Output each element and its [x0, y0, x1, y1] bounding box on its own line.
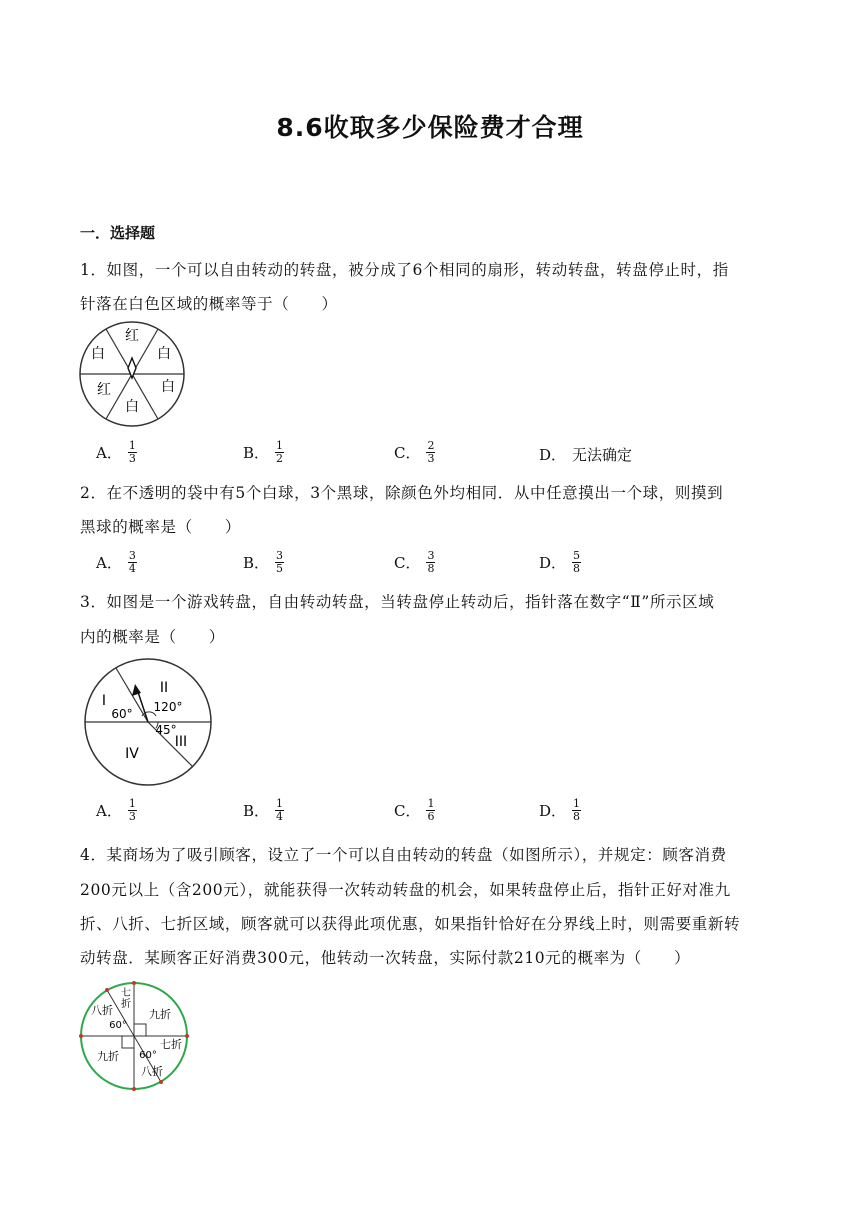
q1-sector-label: 红: [125, 328, 139, 344]
numerator: 1: [276, 797, 284, 810]
fraction: [275, 550, 284, 575]
q4-angle-label: 60°: [109, 1020, 127, 1031]
fraction: [128, 798, 137, 823]
option-letter: A．: [96, 802, 122, 820]
q4-label-part: 折: [121, 999, 131, 1010]
q1-text-line-1: 1．如图，一个可以自由转动的转盘，被分成了6个相同的扇形，转动转盘，转盘停止时，指: [80, 261, 729, 279]
q4-text-line-3: 折、八折、七折区域，顾客就可以获得此项优惠，如果指针恰好在分界线上时，则需要重新转: [80, 915, 741, 933]
q1-option-c[interactable]: [394, 440, 435, 465]
option-letter: B．: [243, 444, 270, 462]
q3-option-c[interactable]: [394, 798, 435, 823]
q2-option-d[interactable]: [539, 550, 581, 575]
q4-text-line-4: 动转盘．某顾客正好消费300元，他转动一次转盘，实际付款210元的概率为（ ）: [80, 949, 691, 967]
fraction: [572, 550, 581, 575]
numerator: 3: [427, 549, 435, 562]
numerator: 1: [573, 797, 581, 810]
fraction: [275, 798, 284, 823]
q3-angle-label: 120°: [153, 700, 183, 714]
numerator: 1: [276, 439, 284, 452]
q1-option-b[interactable]: [243, 440, 284, 465]
option-letter: B．: [243, 554, 270, 572]
q4-sector-label: [121, 986, 131, 1010]
q3-option-b[interactable]: [243, 798, 284, 823]
q3-text-line-2: 内的概率是（ ）: [80, 628, 225, 646]
q4-text-line-2: 200元以上（含200元），就能获得一次转动转盘的机会，如果转盘停止后，指针正好对准九: [80, 881, 731, 899]
q3-angle-label: 45°: [155, 723, 177, 737]
q2-option-c[interactable]: [394, 550, 435, 575]
option-letter: D．: [539, 554, 567, 572]
q4-sector-label: 八折: [141, 1065, 163, 1078]
q4-sector-label: 八折: [91, 1004, 113, 1017]
denominator: 3: [128, 452, 136, 465]
q1-option-d[interactable]: [539, 444, 632, 465]
denominator: 8: [573, 562, 581, 575]
option-text: 无法确定: [572, 446, 633, 464]
denominator: 2: [276, 452, 284, 465]
q3-region-label: IV: [125, 746, 139, 762]
fraction: [572, 798, 581, 823]
q4-text-line-1: 4．某商场为了吸引顾客，设立了一个可以自由转动的转盘（如图所示），并规定：顾客消费: [80, 846, 727, 864]
option-letter: A．: [96, 444, 122, 462]
q3-spinner-figure: [78, 656, 220, 788]
q4-sector-label: 九折: [97, 1050, 119, 1063]
q1-sector-label: 红: [97, 382, 111, 398]
numerator: 5: [573, 549, 581, 562]
q1-sector-label: 白: [125, 399, 139, 415]
q2-option-b[interactable]: [243, 550, 284, 575]
option-letter: D．: [539, 802, 567, 820]
q3-option-a[interactable]: [96, 798, 137, 823]
numerator: 3: [128, 549, 136, 562]
numerator: 2: [427, 439, 435, 452]
q1-sector-label: 白: [157, 346, 171, 362]
fraction: [275, 440, 284, 465]
option-letter: C．: [394, 554, 421, 572]
q4-sector-label: 九折: [149, 1008, 171, 1021]
denominator: 5: [276, 562, 284, 575]
denominator: 4: [276, 810, 284, 823]
q4-spinner-figure: [74, 978, 194, 1094]
q4-label-part: 七: [121, 988, 131, 999]
denominator: 3: [128, 810, 136, 823]
option-letter: C．: [394, 444, 421, 462]
q3-region-label: II: [159, 680, 169, 696]
option-letter: A．: [96, 554, 122, 572]
denominator: 6: [427, 810, 435, 823]
page-title: 8.6收取多少保险费才合理: [276, 113, 584, 142]
q1-text-line-2: 针落在白色区域的概率等于（ ）: [80, 295, 338, 313]
section-heading: 一．选择题: [80, 224, 156, 242]
q1-sector-label: 白: [91, 346, 105, 362]
numerator: 1: [128, 439, 136, 452]
fraction: [128, 550, 137, 575]
numerator: 1: [128, 797, 136, 810]
option-letter: D．: [539, 446, 567, 464]
q3-region-label: I: [101, 693, 107, 709]
option-letter: C．: [394, 802, 421, 820]
q3-region-label: III: [174, 734, 188, 750]
numerator: 3: [276, 549, 284, 562]
q1-option-a[interactable]: [96, 440, 137, 465]
q1-spinner-figure: [76, 318, 188, 430]
fraction: [426, 798, 435, 823]
q3-angle-label: 60°: [111, 707, 133, 721]
denominator: 3: [427, 452, 435, 465]
fraction: [426, 440, 435, 465]
q3-text-line-1: 3．如图是一个游戏转盘，自由转动转盘，当转盘停止转动后，指针落在数字“Ⅱ”所示区域: [80, 593, 715, 611]
q4-angle-label: 60°: [139, 1050, 157, 1061]
option-letter: B．: [243, 802, 270, 820]
q2-text-line-2: 黑球的概率是（ ）: [80, 518, 242, 536]
denominator: 8: [427, 562, 435, 575]
q4-sector-label: 七折: [160, 1038, 182, 1051]
fraction: [426, 550, 435, 575]
q1-sector-label: 白: [161, 379, 175, 395]
numerator: 1: [427, 797, 435, 810]
denominator: 8: [573, 810, 581, 823]
q2-text-line-1: 2．在不透明的袋中有5个白球，3个黑球，除颜色外均相同．从中任意摸出一个球，则摸到: [80, 484, 724, 502]
q2-option-a[interactable]: [96, 550, 137, 575]
denominator: 4: [128, 562, 136, 575]
q3-option-d[interactable]: [539, 798, 581, 823]
fraction: [128, 440, 137, 465]
